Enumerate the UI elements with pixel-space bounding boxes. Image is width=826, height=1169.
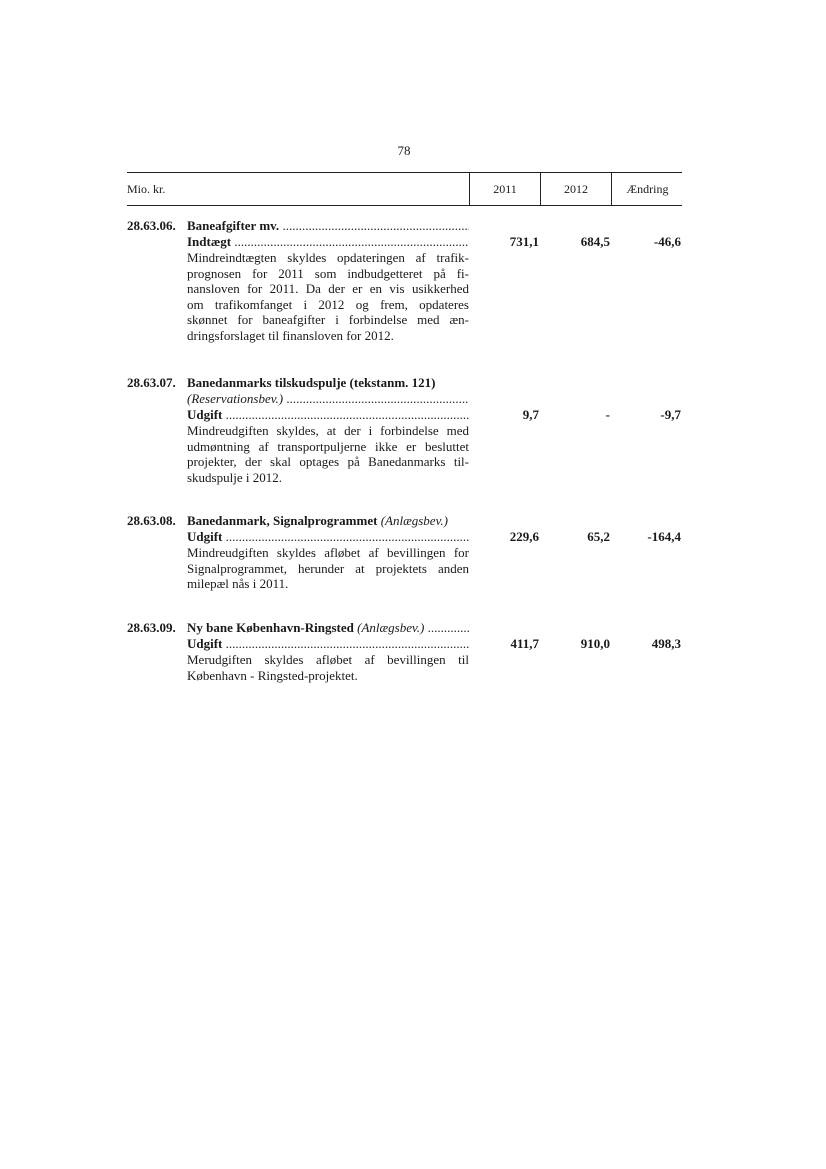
entry-subtitle: (Reservationsbev.) bbox=[187, 391, 284, 406]
entry-code: 28.63.08. bbox=[127, 513, 176, 528]
value-change: -164,4 bbox=[647, 529, 681, 544]
entry-28-63-06 bbox=[127, 218, 682, 348]
value-change: -46,6 bbox=[653, 234, 681, 249]
column-header-2011: 2011 bbox=[469, 173, 540, 205]
description-line: skudspulje i 2012. bbox=[187, 469, 282, 485]
entry-title: Banedanmarks tilskudspulje (tekstanm. 121) bbox=[187, 375, 436, 390]
entry-kind-line bbox=[187, 407, 469, 423]
entry-description bbox=[187, 545, 469, 592]
entry-kind: Indtægt bbox=[187, 234, 232, 249]
entry-kind: Udgift bbox=[187, 529, 223, 544]
entry-title-line bbox=[187, 218, 469, 234]
value-2011: 9,7 bbox=[522, 407, 539, 422]
entry-description bbox=[187, 423, 469, 485]
entry-28-63-09 bbox=[127, 620, 682, 685]
entry-kind-line bbox=[187, 529, 469, 545]
page-number: 78 bbox=[397, 143, 411, 158]
entry-title: Baneafgifter mv. bbox=[187, 218, 280, 233]
entry-title-line bbox=[187, 513, 469, 529]
value-2012: 65,2 bbox=[587, 529, 610, 544]
entry-code: 28.63.06. bbox=[127, 218, 176, 233]
entry-title-italic: (Anlægsbev.) bbox=[380, 513, 448, 528]
entry-description bbox=[187, 652, 469, 683]
column-header-change: Ændring bbox=[611, 173, 683, 205]
description-line: Mindreudgiften skyldes afløbet af bevillingen for bbox=[187, 545, 469, 560]
entry-description bbox=[187, 250, 469, 344]
description-line: Mindreindtægten skyldes opdateringen af trafik- bbox=[187, 250, 469, 265]
column-header-row bbox=[127, 172, 682, 206]
description-line: dringsforslaget til finansloven for 2012. bbox=[187, 327, 394, 343]
value-2011: 731,1 bbox=[509, 234, 539, 249]
column-header-2012: 2012 bbox=[540, 173, 611, 205]
entry-title-line bbox=[187, 375, 469, 391]
entry-kind: Udgift bbox=[187, 636, 223, 651]
entry-title-line bbox=[187, 620, 469, 636]
description-line: Merudgiften skyldes afløbet af bevillingen til bbox=[187, 652, 469, 667]
description-line: Mindreudgiften skyldes, at der i forbindelse med bbox=[187, 423, 469, 438]
entry-28-63-08 bbox=[127, 513, 682, 593]
description-line: København - Ringsted-projektet. bbox=[187, 667, 358, 683]
unit-label: Mio. kr. bbox=[127, 182, 166, 196]
value-2011: 229,6 bbox=[509, 529, 539, 544]
value-2012: 910,0 bbox=[580, 636, 610, 651]
value-change: -9,7 bbox=[660, 407, 681, 422]
value-change: 498,3 bbox=[651, 636, 681, 651]
value-2011: 411,7 bbox=[510, 636, 539, 651]
description-line: projekter, der skal optages på Banedanmarks til- bbox=[187, 454, 469, 470]
value-2012: 684,5 bbox=[580, 234, 610, 249]
entry-code: 28.63.09. bbox=[127, 620, 176, 635]
description-line: om trafikomfanget i 2012 og frem, opdateres bbox=[187, 296, 469, 312]
description-line: nansloven for 2011. Da der er en vis usikkerhed bbox=[187, 281, 469, 297]
description-line: udmøntning af transportpuljerne ikke er besluttet bbox=[187, 438, 469, 454]
entry-code: 28.63.07. bbox=[127, 375, 176, 390]
entry-kind: Udgift bbox=[187, 407, 223, 422]
description-line: skønnet for baneafgifter i forbindelse med æn- bbox=[187, 312, 469, 328]
value-2012: - bbox=[605, 407, 610, 422]
entry-title-italic: (Anlægsbev.) bbox=[357, 620, 425, 635]
entry-kind-line bbox=[187, 234, 469, 250]
entry-title: Ny bane København-Ringsted bbox=[187, 620, 354, 635]
entry-kind-line bbox=[187, 636, 469, 652]
entry-28-63-07 bbox=[127, 375, 682, 485]
entry-title: Banedanmark, Signalprogrammet bbox=[187, 513, 378, 528]
entry-subtitle-line bbox=[187, 391, 469, 407]
description-line: prognosen for 2011 som indbudgetteret på fi- bbox=[187, 265, 469, 281]
description-line: Signalprogrammet, herunder at projektets anden bbox=[187, 560, 469, 576]
description-line: milepæl nås i 2011. bbox=[187, 576, 289, 592]
